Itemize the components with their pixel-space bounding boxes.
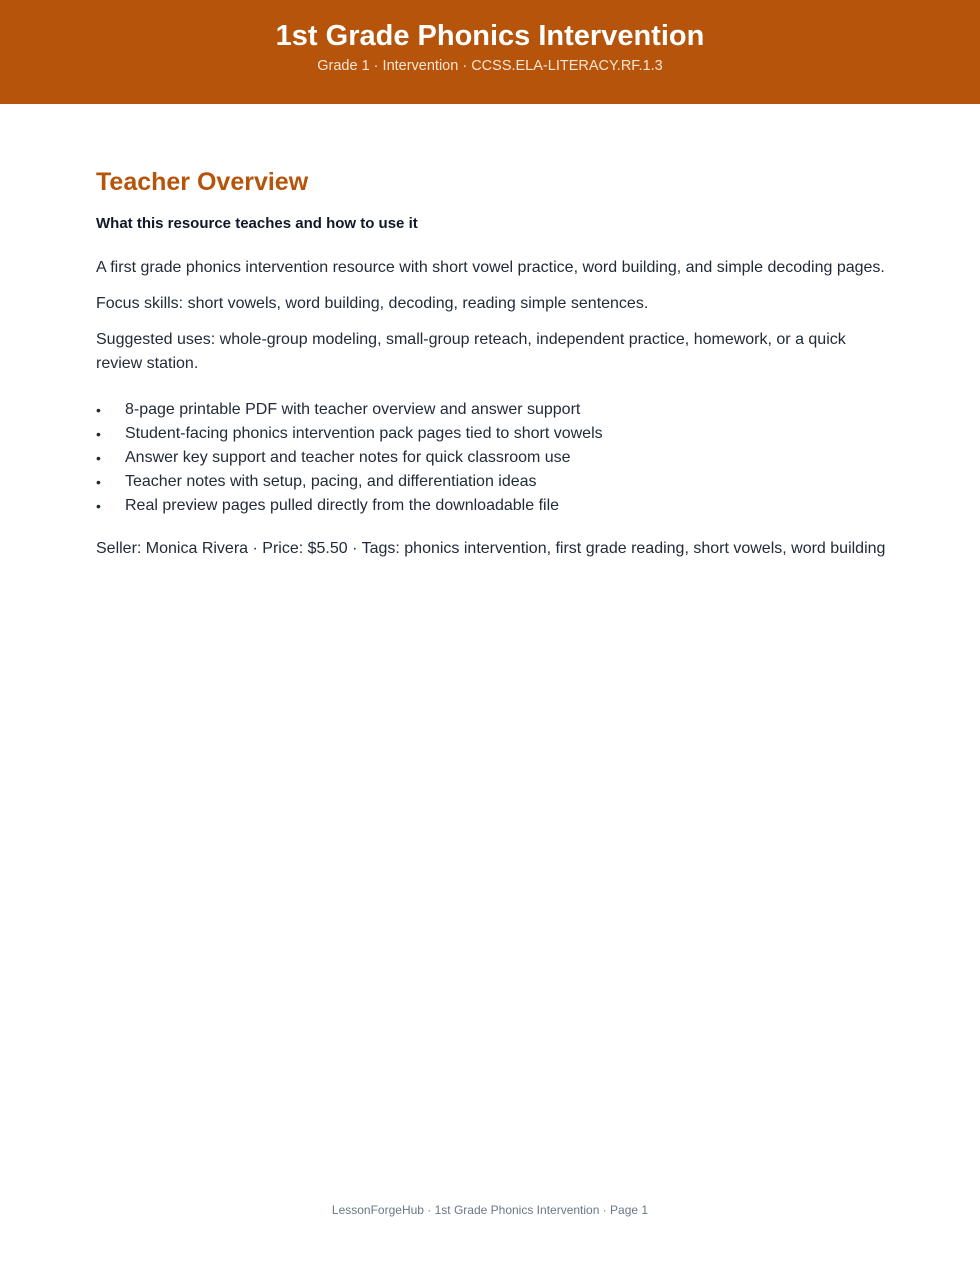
document-title: 1st Grade Phonics Intervention xyxy=(275,20,705,52)
feature-text: Answer key support and teacher notes for quick classroom use xyxy=(125,449,571,466)
bullet-icon: • xyxy=(96,402,101,418)
feature-list-item xyxy=(96,494,896,518)
feature-list-item xyxy=(96,422,896,446)
feature-list-item xyxy=(96,398,896,422)
bullet-icon: • xyxy=(96,426,101,442)
page-footer: LessonForgeHub · 1st Grade Phonics Intervention · Page 1 xyxy=(331,1203,649,1217)
feature-list xyxy=(96,398,896,518)
document-subtitle: Grade 1 · Intervention · CCSS.ELA-LITERACY.RF.1.3 xyxy=(317,58,663,74)
bullet-icon: • xyxy=(96,474,101,490)
feature-list-item xyxy=(96,446,896,470)
bullet-icon: • xyxy=(96,498,101,514)
suggested-uses-paragraph: Suggested uses: whole-group modeling, small-group reteach, independent practice, homework, or a quick review station. xyxy=(96,331,846,372)
main-content xyxy=(96,164,896,561)
feature-text: Real preview pages pulled directly from the downloadable file xyxy=(125,497,560,514)
seller-info: Seller: Monica Rivera · Price: $5.50 · Tags: phonics intervention, first grade reading, short vowels, word building xyxy=(96,540,886,557)
feature-text: Student-facing phonics intervention pack pages tied to short vowels xyxy=(125,425,603,442)
section-subtitle: What this resource teaches and how to use it xyxy=(96,215,418,232)
description-paragraph: A first grade phonics intervention resource with short vowel practice, word building, and simple decoding pages. xyxy=(96,259,885,276)
bullet-icon: • xyxy=(96,450,101,466)
feature-list-item xyxy=(96,470,896,494)
header-banner xyxy=(0,0,980,104)
focus-skills-paragraph: Focus skills: short vowels, word building, decoding, reading simple sentences. xyxy=(96,295,649,312)
feature-text: 8-page printable PDF with teacher overview and answer support xyxy=(125,401,581,418)
section-title: Teacher Overview xyxy=(96,168,309,196)
feature-text: Teacher notes with setup, pacing, and differentiation ideas xyxy=(125,473,537,490)
